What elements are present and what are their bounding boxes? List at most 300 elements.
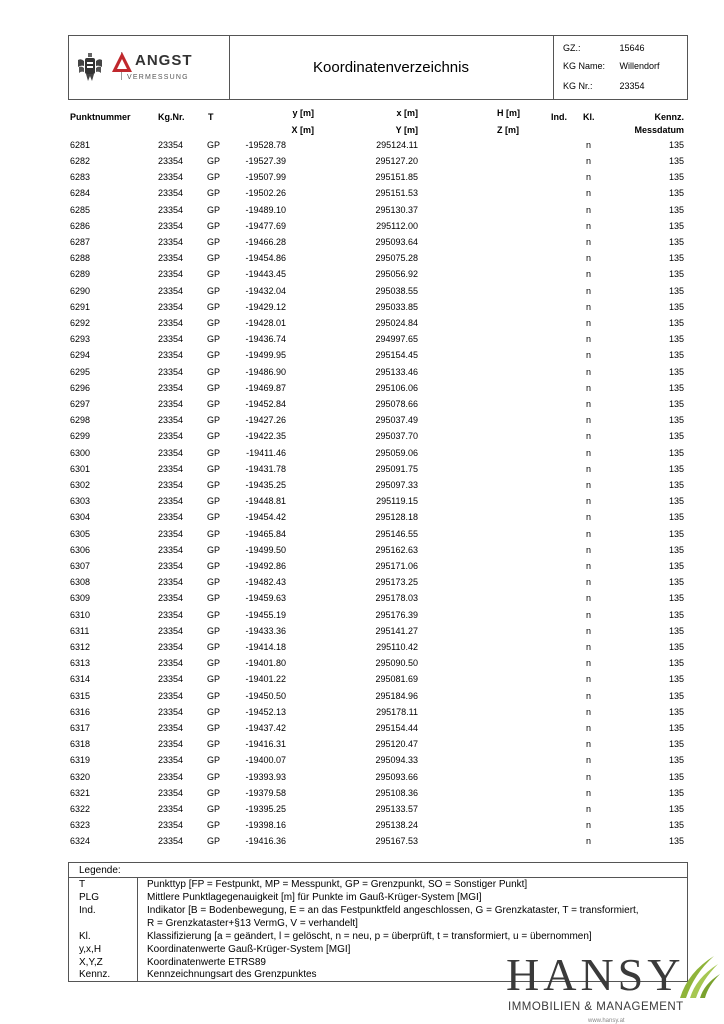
cell-x-value: 295178.03 xyxy=(375,593,418,603)
table-row xyxy=(0,624,724,640)
cell-klassifizierung: n xyxy=(586,723,592,733)
cell-kgnr: 23354 xyxy=(158,561,184,571)
cell-klassifizierung: n xyxy=(586,496,592,506)
austrian-eagle-crest-icon xyxy=(77,52,103,84)
cell-punktnummer: 6302 xyxy=(70,480,91,490)
cell-y-value: -19450.50 xyxy=(245,691,286,701)
table-row xyxy=(0,267,724,283)
table-row xyxy=(0,640,724,656)
cell-klassifizierung: n xyxy=(586,286,592,296)
cell-kgnr: 23354 xyxy=(158,577,184,587)
cell-kennzeichnung: 135 xyxy=(668,772,684,782)
cell-punktnummer: 6297 xyxy=(70,399,91,409)
cell-kennzeichnung: 135 xyxy=(668,431,684,441)
cell-punktnummer: 6296 xyxy=(70,383,91,393)
cell-klassifizierung: n xyxy=(586,334,592,344)
cell-kennzeichnung: 135 xyxy=(668,253,684,263)
cell-typ: GP xyxy=(207,836,221,846)
cell-klassifizierung: n xyxy=(586,172,592,182)
table-row xyxy=(0,170,724,186)
cell-klassifizierung: n xyxy=(586,367,592,377)
cell-x-value: 295094.33 xyxy=(375,755,418,765)
cell-kennzeichnung: 135 xyxy=(668,172,684,182)
gz-value: 15646 xyxy=(619,43,645,53)
cell-kgnr: 23354 xyxy=(158,188,184,198)
cell-kennzeichnung: 135 xyxy=(668,399,684,409)
cell-x-value: 295127.20 xyxy=(375,156,418,166)
cell-klassifizierung: n xyxy=(586,577,592,587)
cell-x-value: 295024.84 xyxy=(375,318,418,328)
cell-y-value: -19455.19 xyxy=(245,610,286,620)
legend-description: Koordinatenwerte ETRS89 xyxy=(147,957,266,968)
table-row xyxy=(0,802,724,818)
cell-y-value: -19395.25 xyxy=(245,804,286,814)
hansy-wordmark: HANSY xyxy=(506,949,685,1000)
cell-typ: GP xyxy=(207,496,221,506)
table-row xyxy=(0,510,724,526)
cell-typ: GP xyxy=(207,820,221,830)
cell-y-value: -19411.46 xyxy=(246,448,286,458)
cell-kgnr: 23354 xyxy=(158,836,184,846)
cell-punktnummer: 6284 xyxy=(70,188,91,198)
cell-punktnummer: 6306 xyxy=(70,545,91,555)
cell-x-value: 295133.46 xyxy=(375,367,418,377)
cell-kennzeichnung: 135 xyxy=(668,836,684,846)
cell-typ: GP xyxy=(207,772,221,782)
cell-klassifizierung: n xyxy=(586,545,592,555)
cell-y-value: -19437.42 xyxy=(245,723,286,733)
cell-kgnr: 23354 xyxy=(158,610,184,620)
cell-kennzeichnung: 135 xyxy=(668,561,684,571)
cell-typ: GP xyxy=(207,350,221,360)
cell-kgnr: 23354 xyxy=(158,755,184,765)
cell-y-value: -19502.26 xyxy=(245,188,286,198)
cell-x-value: 295176.39 xyxy=(375,610,418,620)
cell-punktnummer: 6309 xyxy=(70,593,91,603)
table-row xyxy=(0,138,724,154)
cell-punktnummer: 6319 xyxy=(70,755,91,765)
cell-klassifizierung: n xyxy=(586,755,592,765)
cell-klassifizierung: n xyxy=(586,642,592,652)
cell-typ: GP xyxy=(207,188,221,198)
col-header-z: Z [m] xyxy=(497,125,519,135)
cell-klassifizierung: n xyxy=(586,399,592,409)
table-row xyxy=(0,186,724,202)
cell-typ: GP xyxy=(207,286,221,296)
legend-item xyxy=(69,905,687,917)
cell-typ: GP xyxy=(207,626,221,636)
cell-kgnr: 23354 xyxy=(158,464,184,474)
cell-typ: GP xyxy=(207,642,221,652)
hansy-subtitle: IMMOBILIEN & MANAGEMENT xyxy=(508,1001,684,1013)
cell-x-value: 295091.75 xyxy=(375,464,418,474)
cell-y-value: -19428.01 xyxy=(245,318,286,328)
cell-kennzeichnung: 135 xyxy=(668,707,684,717)
cell-typ: GP xyxy=(207,237,221,247)
cell-punktnummer: 6314 xyxy=(70,674,91,684)
cell-kgnr: 23354 xyxy=(158,480,184,490)
cell-y-value: -19492.86 xyxy=(245,561,286,571)
cell-kennzeichnung: 135 xyxy=(668,545,684,555)
cell-y-value: -19433.36 xyxy=(245,626,286,636)
cell-klassifizierung: n xyxy=(586,188,592,198)
cell-x-value: 295093.64 xyxy=(375,237,418,247)
cell-kennzeichnung: 135 xyxy=(668,755,684,765)
angst-triangle-logo-icon xyxy=(111,51,133,73)
legend-title: Legende: xyxy=(79,865,121,876)
cell-typ: GP xyxy=(207,269,221,279)
table-row xyxy=(0,300,724,316)
table-row xyxy=(0,316,724,332)
legend-key: y,x,H xyxy=(79,944,102,955)
table-row xyxy=(0,721,724,737)
cell-y-value: -19489.10 xyxy=(245,205,286,215)
cell-typ: GP xyxy=(207,383,221,393)
cell-x-value: 295141.27 xyxy=(375,626,418,636)
table-row xyxy=(0,494,724,510)
legend-key: X,Y,Z xyxy=(79,957,103,968)
legend-description: Klassifizierung [a = geändert, l = gelöscht, n = neu, p = überprüft, t = transformiert, u = übernommen] xyxy=(147,931,592,942)
legend-divider xyxy=(69,877,687,878)
cell-typ: GP xyxy=(207,205,221,215)
table-row xyxy=(0,413,724,429)
cell-x-value: 295124.11 xyxy=(376,140,418,150)
cell-kennzeichnung: 135 xyxy=(668,318,684,328)
cell-kgnr: 23354 xyxy=(158,723,184,733)
cell-kennzeichnung: 135 xyxy=(668,334,684,344)
kg-name-label: KG Name: xyxy=(563,61,606,71)
table-row xyxy=(0,786,724,802)
kg-nr-label: KG Nr.: xyxy=(563,81,593,91)
table-row xyxy=(0,608,724,624)
cell-typ: GP xyxy=(207,334,221,344)
cell-x-value: 295162.63 xyxy=(375,545,418,555)
cell-punktnummer: 6312 xyxy=(70,642,91,652)
cell-x-value: 295173.25 xyxy=(375,577,418,587)
cell-punktnummer: 6290 xyxy=(70,286,91,296)
cell-y-value: -19486.90 xyxy=(245,367,286,377)
cell-klassifizierung: n xyxy=(586,302,592,312)
table-row xyxy=(0,348,724,364)
cell-x-value: 295075.28 xyxy=(375,253,418,263)
table-row xyxy=(0,770,724,786)
cell-kgnr: 23354 xyxy=(158,334,184,344)
legend-description: Mittlere Punktlagegenauigkeit [m] für Punkte im Gauß-Krüger-System [MGI] xyxy=(147,892,482,903)
cell-y-value: -19465.84 xyxy=(245,529,286,539)
cell-kgnr: 23354 xyxy=(158,415,184,425)
legend-key: T xyxy=(79,879,86,890)
cell-kennzeichnung: 135 xyxy=(668,658,684,668)
cell-kgnr: 23354 xyxy=(158,707,184,717)
table-row xyxy=(0,203,724,219)
cell-punktnummer: 6323 xyxy=(70,820,91,830)
cell-klassifizierung: n xyxy=(586,707,592,717)
table-row xyxy=(0,251,724,267)
table-row xyxy=(0,446,724,462)
cell-kgnr: 23354 xyxy=(158,545,184,555)
document-header xyxy=(68,35,688,100)
cell-typ: GP xyxy=(207,431,221,441)
legend-key: Kennz. xyxy=(79,969,111,980)
cell-x-value: 295138.24 xyxy=(375,820,418,830)
cell-kgnr: 23354 xyxy=(158,674,184,684)
cell-punktnummer: 6291 xyxy=(70,302,91,312)
cell-typ: GP xyxy=(207,140,221,150)
cell-punktnummer: 6303 xyxy=(70,496,91,506)
cell-punktnummer: 6305 xyxy=(70,529,91,539)
cell-punktnummer: 6282 xyxy=(70,156,91,166)
cell-punktnummer: 6286 xyxy=(70,221,91,231)
cell-x-value: 295037.49 xyxy=(375,415,418,425)
cell-punktnummer: 6289 xyxy=(70,269,91,279)
cell-kennzeichnung: 135 xyxy=(668,529,684,539)
table-row xyxy=(0,705,724,721)
legend-description: Koordinatenwerte Gauß-Krüger-System [MGI] xyxy=(147,944,351,955)
cell-y-value: -19499.95 xyxy=(245,350,286,360)
table-row xyxy=(0,478,724,494)
cell-kennzeichnung: 135 xyxy=(668,205,684,215)
cell-y-value: -19454.86 xyxy=(245,253,286,263)
cell-kgnr: 23354 xyxy=(158,221,184,231)
cell-klassifizierung: n xyxy=(586,626,592,636)
cell-kennzeichnung: 135 xyxy=(668,367,684,377)
legend-key: Kl. xyxy=(79,931,91,942)
col-header-x: x [m] xyxy=(396,108,418,118)
cell-y-value: -19469.87 xyxy=(245,383,286,393)
company-name: ANGST xyxy=(135,52,193,69)
cell-kgnr: 23354 xyxy=(158,367,184,377)
cell-kennzeichnung: 135 xyxy=(668,237,684,247)
cell-kgnr: 23354 xyxy=(158,156,184,166)
cell-punktnummer: 6324 xyxy=(70,836,91,846)
cell-typ: GP xyxy=(207,739,221,749)
cell-x-value: 295093.66 xyxy=(375,772,418,782)
cell-y-value: -19436.74 xyxy=(245,334,286,344)
table-row xyxy=(0,527,724,543)
cell-typ: GP xyxy=(207,529,221,539)
cell-kennzeichnung: 135 xyxy=(668,610,684,620)
cell-typ: GP xyxy=(207,723,221,733)
table-row xyxy=(0,753,724,769)
cell-kgnr: 23354 xyxy=(158,448,184,458)
kg-name-value: Willendorf xyxy=(619,61,660,71)
cell-punktnummer: 6317 xyxy=(70,723,91,733)
cell-klassifizierung: n xyxy=(586,610,592,620)
cell-typ: GP xyxy=(207,755,221,765)
cell-y-value: -19454.42 xyxy=(245,512,286,522)
table-row xyxy=(0,462,724,478)
cell-x-value: 295090.50 xyxy=(375,658,418,668)
cell-klassifizierung: n xyxy=(586,205,592,215)
cell-x-value: 295119.15 xyxy=(376,496,418,506)
cell-kennzeichnung: 135 xyxy=(668,415,684,425)
cell-typ: GP xyxy=(207,367,221,377)
cell-y-value: -19527.39 xyxy=(245,156,286,166)
col-header-h: H [m] xyxy=(497,108,520,118)
cell-typ: GP xyxy=(207,691,221,701)
cell-kgnr: 23354 xyxy=(158,172,184,182)
cell-y-value: -19452.84 xyxy=(245,399,286,409)
cell-typ: GP xyxy=(207,253,221,263)
table-row xyxy=(0,154,724,170)
header-info xyxy=(553,36,687,99)
cell-klassifizierung: n xyxy=(586,529,592,539)
cell-y-value: -19400.07 xyxy=(245,755,286,765)
cell-kennzeichnung: 135 xyxy=(668,496,684,506)
table-row xyxy=(0,559,724,575)
cell-punktnummer: 6283 xyxy=(70,172,91,182)
cell-klassifizierung: n xyxy=(586,480,592,490)
cell-typ: GP xyxy=(207,512,221,522)
cell-klassifizierung: n xyxy=(586,561,592,571)
col-header-t: T xyxy=(208,112,214,122)
cell-klassifizierung: n xyxy=(586,464,592,474)
table-row xyxy=(0,397,724,413)
cell-punktnummer: 6294 xyxy=(70,350,91,360)
col-header-kgnr: Kg.Nr. xyxy=(158,112,185,122)
company-subtitle: VERMESSUNG xyxy=(127,74,189,81)
col-header-kennz: Kennz. xyxy=(654,112,684,122)
cell-typ: GP xyxy=(207,658,221,668)
cell-x-value: 295056.92 xyxy=(375,269,418,279)
cell-typ: GP xyxy=(207,318,221,328)
gz-label: GZ.: xyxy=(563,43,581,53)
cell-y-value: -19452.13 xyxy=(245,707,286,717)
legend-item xyxy=(69,892,687,904)
cell-kgnr: 23354 xyxy=(158,205,184,215)
cell-klassifizierung: n xyxy=(586,820,592,830)
cell-kgnr: 23354 xyxy=(158,431,184,441)
logo-cell xyxy=(69,36,230,99)
table-row xyxy=(0,834,724,850)
table-row xyxy=(0,381,724,397)
cell-x-value: 295108.36 xyxy=(375,788,418,798)
cell-punktnummer: 6293 xyxy=(70,334,91,344)
cell-x-value: 294997.65 xyxy=(375,334,418,344)
cell-punktnummer: 6316 xyxy=(70,707,91,717)
cell-y-value: -19401.80 xyxy=(245,658,286,668)
legend-key: PLG xyxy=(79,892,100,903)
cell-punktnummer: 6311 xyxy=(70,626,90,636)
cell-x-value: 295154.44 xyxy=(375,723,418,733)
table-row xyxy=(0,591,724,607)
cell-typ: GP xyxy=(207,415,221,425)
legend-description: Punkttyp [FP = Festpunkt, MP = Messpunkt, GP = Grenzpunkt, SO = Sonstiger Punkt] xyxy=(147,879,528,890)
cell-y-value: -19429.12 xyxy=(245,302,286,312)
cell-y-value: -19482.43 xyxy=(245,577,286,587)
cell-punktnummer: 6322 xyxy=(70,804,91,814)
cell-kgnr: 23354 xyxy=(158,237,184,247)
cell-typ: GP xyxy=(207,172,221,182)
cell-punktnummer: 6281 xyxy=(70,140,91,150)
table-row xyxy=(0,219,724,235)
cell-y-value: -19432.04 xyxy=(245,286,286,296)
cell-x-value: 295154.45 xyxy=(375,350,418,360)
cell-kennzeichnung: 135 xyxy=(668,674,684,684)
cell-x-value: 295097.33 xyxy=(375,480,418,490)
cell-typ: GP xyxy=(207,221,221,231)
col-header-y: y [m] xyxy=(292,108,314,118)
cell-x-value: 295112.00 xyxy=(376,221,418,231)
cell-y-value: -19443.45 xyxy=(245,269,286,279)
col-header-y-upper: Y [m] xyxy=(395,125,418,135)
legend-item xyxy=(69,879,687,891)
table-row xyxy=(0,332,724,348)
cell-x-value: 295128.18 xyxy=(375,512,418,522)
cell-x-value: 295184.96 xyxy=(375,691,418,701)
cell-y-value: -19422.35 xyxy=(245,431,286,441)
cell-punktnummer: 6318 xyxy=(70,739,91,749)
col-header-kl: Kl. xyxy=(583,112,595,122)
cell-klassifizierung: n xyxy=(586,674,592,684)
kg-name-row xyxy=(563,61,660,71)
cell-klassifizierung: n xyxy=(586,772,592,782)
cell-klassifizierung: n xyxy=(586,221,592,231)
cell-punktnummer: 6292 xyxy=(70,318,91,328)
cell-punktnummer: 6287 xyxy=(70,237,91,247)
cell-y-value: -19528.78 xyxy=(245,140,286,150)
cell-x-value: 295078.66 xyxy=(375,399,418,409)
cell-x-value: 295033.85 xyxy=(375,302,418,312)
cell-y-value: -19398.16 xyxy=(245,820,286,830)
cell-klassifizierung: n xyxy=(586,739,592,749)
cell-typ: GP xyxy=(207,593,221,603)
cell-x-value: 295171.06 xyxy=(375,561,418,571)
table-row xyxy=(0,284,724,300)
cell-kennzeichnung: 135 xyxy=(668,140,684,150)
cell-klassifizierung: n xyxy=(586,269,592,279)
cell-punktnummer: 6315 xyxy=(70,691,91,701)
cell-y-value: -19499.50 xyxy=(245,545,286,555)
cell-kennzeichnung: 135 xyxy=(668,221,684,231)
cell-typ: GP xyxy=(207,156,221,166)
cell-klassifizierung: n xyxy=(586,237,592,247)
cell-x-value: 295151.85 xyxy=(375,172,418,182)
legend-description: Kennzeichnungsart des Grenzpunktes xyxy=(147,969,317,980)
cell-typ: GP xyxy=(207,610,221,620)
cell-y-value: -19414.18 xyxy=(245,642,286,652)
legend-description: R = Grenzkataster+§13 VermG, V = verhandelt] xyxy=(147,918,358,929)
cell-y-value: -19507.99 xyxy=(245,172,286,182)
cell-kennzeichnung: 135 xyxy=(668,593,684,603)
cell-y-value: -19459.63 xyxy=(245,593,286,603)
table-row xyxy=(0,575,724,591)
cell-kgnr: 23354 xyxy=(158,788,184,798)
cell-kennzeichnung: 135 xyxy=(668,723,684,733)
gz-row xyxy=(563,43,645,53)
cell-kgnr: 23354 xyxy=(158,350,184,360)
cell-klassifizierung: n xyxy=(586,512,592,522)
cell-y-value: -19427.26 xyxy=(245,415,286,425)
cell-y-value: -19435.25 xyxy=(245,480,286,490)
cell-kennzeichnung: 135 xyxy=(668,642,684,652)
cell-kgnr: 23354 xyxy=(158,772,184,782)
cell-typ: GP xyxy=(207,577,221,587)
cell-y-value: -19431.78 xyxy=(245,464,286,474)
cell-kgnr: 23354 xyxy=(158,642,184,652)
col-header-ind: Ind. xyxy=(551,112,567,122)
cell-klassifizierung: n xyxy=(586,318,592,328)
legend-description: Indikator [B = Bodenbewegung, E = an das Festpunktfeld angeschlossen, G = Grenzkataster, T = transformiert, xyxy=(147,905,639,916)
cell-kennzeichnung: 135 xyxy=(668,577,684,587)
cell-kennzeichnung: 135 xyxy=(668,302,684,312)
cell-klassifizierung: n xyxy=(586,691,592,701)
cell-typ: GP xyxy=(207,448,221,458)
table-row xyxy=(0,672,724,688)
cell-y-value: -19401.22 xyxy=(245,674,286,684)
cell-typ: GP xyxy=(207,302,221,312)
cell-punktnummer: 6295 xyxy=(70,367,91,377)
